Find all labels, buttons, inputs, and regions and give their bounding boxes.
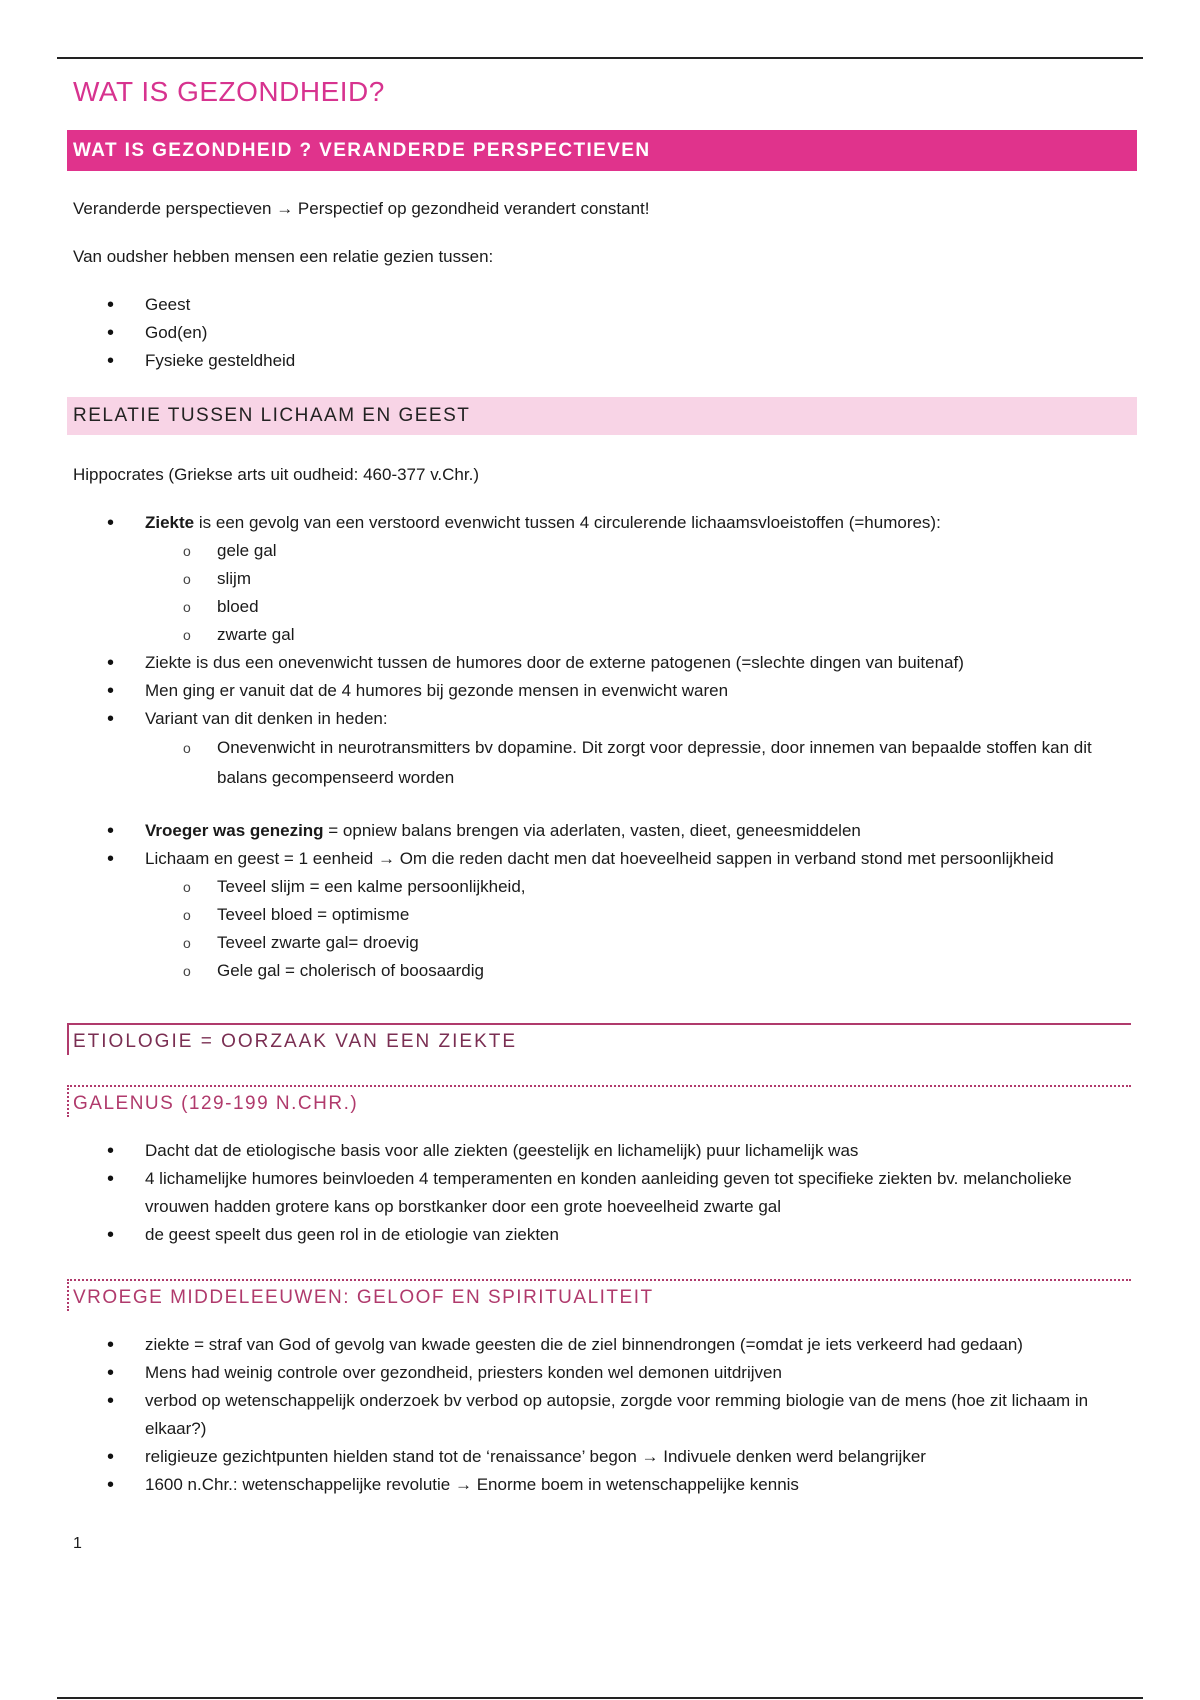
list-item: • de geest speelt dus geen rol in de etiologie van ziekten — [67, 1221, 1137, 1249]
document-page — [67, 70, 1137, 1553]
list-item: • Lichaam en geest = 1 eenheid → Om die reden dacht men dat hoeveelheid sappen in verband stond met persoonlijkheid — [67, 845, 1137, 873]
footer-rule — [57, 1697, 1143, 1699]
list-item: • Fysieke gesteldheid — [67, 347, 1137, 375]
sub-list-item: o Teveel slijm = een kalme persoonlijkheid, — [67, 873, 1137, 901]
list-item: • Geest — [67, 291, 1137, 319]
bullet-list — [67, 509, 1137, 793]
list-item: • Men ging er vanuit dat de 4 humores bij gezonde mensen in evenwicht waren — [67, 677, 1137, 705]
list-item: • God(en) — [67, 319, 1137, 347]
paragraph: Hippocrates (Griekse arts uit oudheid: 460-377 v.Chr.) — [73, 465, 479, 484]
sub-list-item: o bloed — [67, 593, 1137, 621]
list-item: • Dacht dat de etiologische basis voor alle ziekten (geestelijk en lichamelijk) puur lichamelijk was — [67, 1137, 1137, 1165]
list-item: • 1600 n.Chr.: wetenschappelijke revolutie → Enorme boem in wetenschappelijke kennis — [67, 1471, 1137, 1499]
bullet-list — [67, 817, 1137, 985]
section-heading-etiologie: ETIOLOGIE = OORZAAK VAN EEN ZIEKTE — [67, 1023, 1131, 1055]
sub-list-item: o zwarte gal — [67, 621, 1137, 649]
bullet-list — [67, 1331, 1137, 1499]
list-item — [67, 509, 1137, 537]
document-title: WAT IS GEZONDHEID? — [73, 76, 385, 107]
section-heading-perspectieven: WAT IS GEZONDHEID ? VERANDERDE PERSPECTIEVEN — [67, 130, 1137, 171]
list-item: • verbod op wetenschappelijk onderzoek bv verbod op autopsie, zorgde voor remming biologie van de mens (hoe zit lichaam in elkaar?) — [67, 1387, 1137, 1443]
sub-list-item: o Gele gal = cholerisch of boosaardig — [67, 957, 1137, 985]
list-item-text: = opniew balans brengen via aderlaten, vasten, dieet, geneesmiddelen — [323, 821, 861, 840]
bold-term: Vroeger was genezing — [145, 821, 324, 840]
sub-list-item: o slijm — [67, 565, 1137, 593]
list-item: • 4 lichamelijke humores beinvloeden 4 temperamenten en konden aanleiding geven tot specifieke ziekten bv. melancholieke vrouwen hadden grotere kans op borstkanker door een grote hoeveelheid zwarte gal — [67, 1165, 1137, 1221]
page-number: 1 — [73, 1535, 82, 1552]
sub-list-item: o Teveel zwarte gal= droevig — [67, 929, 1137, 957]
list-item: • Variant van dit denken in heden: — [67, 705, 1137, 733]
sub-list-item: o Onevenwicht in neurotransmitters bv dopamine. Dit zorgt voor depressie, door innemen van bepaalde stoffen kan dit balans gecompenseerd worden — [67, 733, 1137, 793]
paragraph: Van oudsher hebben mensen een relatie gezien tussen: — [73, 247, 494, 266]
section-heading-lichaam-geest: RELATIE TUSSEN LICHAAM EN GEEST — [67, 397, 1137, 435]
sub-list-item: o gele gal — [67, 537, 1137, 565]
bold-term: Ziekte — [145, 513, 195, 532]
list-item-text: is een gevolg van een verstoord evenwicht tussen 4 circulerende lichaamsvloeistoffen (=humores): — [194, 513, 941, 532]
bullet-list — [67, 1137, 1137, 1249]
paragraph: Veranderde perspectieven → Perspectief op gezondheid verandert constant! — [73, 199, 650, 218]
list-item: • Ziekte is dus een onevenwicht tussen de humores door de externe patogenen (=slechte dingen van buitenaf) — [67, 649, 1137, 677]
sub-list-item: o Teveel bloed = optimisme — [67, 901, 1137, 929]
header-rule — [57, 57, 1143, 59]
bullet-list — [67, 291, 1137, 375]
section-heading-middeleeuwen: VROEGE MIDDELEEUWEN: GELOOF EN SPIRITUALITEIT — [67, 1279, 1131, 1311]
list-item — [67, 817, 1137, 845]
list-item: • Mens had weinig controle over gezondheid, priesters konden wel demonen uitdrijven — [67, 1359, 1137, 1387]
section-heading-galenus: GALENUS (129-199 N.CHR.) — [67, 1085, 1131, 1117]
list-item: • ziekte = straf van God of gevolg van kwade geesten die de ziel binnendrongen (=omdat je iets verkeerd had gedaan) — [67, 1331, 1137, 1359]
list-item: • religieuze gezichtpunten hielden stand tot de ‘renaissance’ begon → Indivuele denken werd belangrijker — [67, 1443, 1137, 1471]
